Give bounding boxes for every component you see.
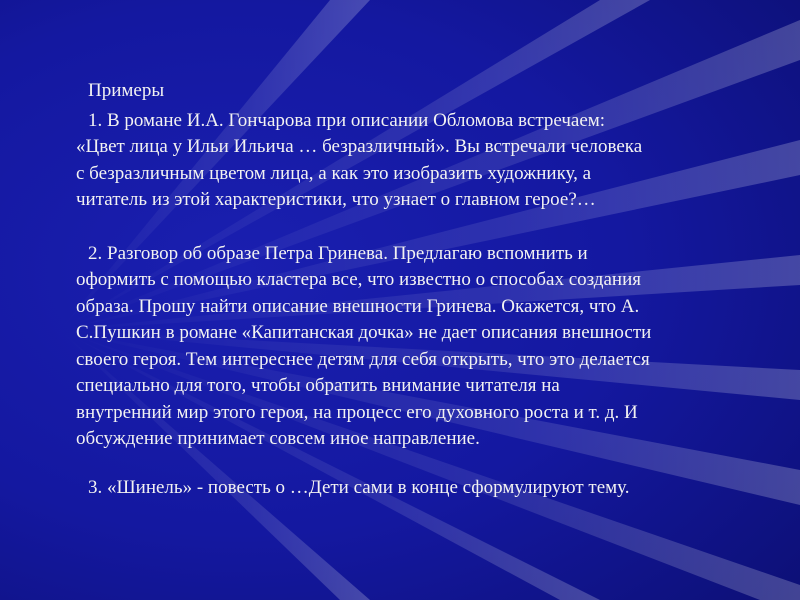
paragraph-gap — [76, 214, 766, 241]
paragraph-line: С.Пушкин в романе «Капитанская дочка» не дает описания внешности — [76, 322, 652, 343]
paragraph-line: специально для того, чтобы обратить внимание читателя на — [76, 375, 560, 396]
paragraph-line: обсуждение принимает совсем иное направление. — [76, 428, 480, 449]
paragraph-line: «Цвет лица у Ильи Ильича … безразличный». Вы встречали человека — [76, 136, 643, 157]
paragraph-line: 2. Разговор об образе Петра Гринева. Предлагаю вспомнить и — [88, 242, 588, 264]
paragraph-gap — [76, 453, 766, 475]
slide-text — [76, 78, 766, 501]
paragraph-line: внутренний мир этого героя, на процесс его духовного роста и т. д. И — [76, 401, 638, 423]
slide-heading: Примеры — [88, 80, 165, 101]
paragraph-line: оформить с помощью кластера все, что известно о способах создания — [76, 269, 641, 290]
paragraph-line: своего героя. Тем интереснее детям для себя открыть, что это делается — [76, 348, 650, 370]
paragraph-line: 3. «Шинель» - повесть о …Дети сами в конце сформулируют тему. — [88, 476, 630, 498]
paragraph-line: читатель из этой характеристики, что узнает о главном герое?… — [76, 189, 596, 210]
paragraph-2 — [76, 241, 766, 453]
paragraph-line: с безразличным цветом лица, а как это изобразить художнику, а — [76, 162, 592, 184]
paragraph-1 — [76, 108, 766, 214]
paragraph-3 — [76, 475, 766, 502]
paragraph-line: образа. Прошу найти описание внешности Гринева. Окажется, что А. — [76, 295, 640, 317]
paragraph-line: 1. В романе И.А. Гончарова при описании Обломова встречаем: — [88, 109, 606, 131]
